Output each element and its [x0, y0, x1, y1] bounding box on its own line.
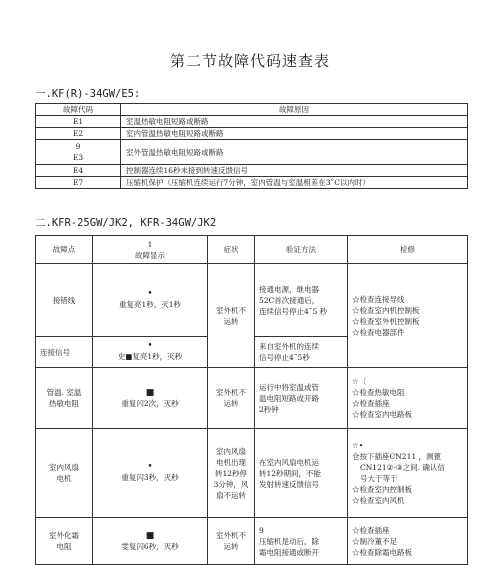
symptom-line: 3分钟，风: [213, 479, 249, 489]
method-line: 9: [259, 525, 264, 535]
method-line: 发射转速反馈信号: [259, 479, 319, 489]
fault-point: 连接信号: [36, 337, 93, 368]
fault-display: [93, 264, 208, 337]
repair: [348, 429, 468, 518]
symptom-line: 电机出现: [216, 457, 246, 467]
table-row: [36, 368, 468, 429]
fault-code-table: [35, 103, 468, 189]
repair-line: ☆检查连接导线: [352, 294, 405, 304]
method-line: 霜电阻接通或断开: [259, 547, 319, 557]
symptom-line: 室外机不: [216, 305, 246, 315]
repair-line: ☆检查插座: [352, 525, 390, 535]
display-text: 史■复亮1秒，灭秒: [117, 352, 183, 361]
symptom-line: 运转: [223, 399, 239, 408]
verify-method: [255, 518, 348, 565]
point-line: 室内风扇: [49, 463, 79, 472]
point-line: 热敏电阻: [49, 399, 79, 408]
repair-line: ☆检查电器部件: [352, 327, 405, 337]
header-display-number: 1: [147, 239, 153, 249]
repair-line: CN121②-③之间. 确认信: [360, 463, 445, 472]
fault-point: [36, 368, 93, 429]
fault-reason: 控制器连续16秒未接到转速反馈信号: [121, 165, 468, 177]
verify-method: [255, 429, 348, 518]
fault-reason: 室外管温热敏电阻短路或断路: [121, 140, 468, 165]
header-display-label: 故障显示: [135, 250, 165, 260]
point-line: 电机: [56, 474, 72, 483]
fault-point: [36, 518, 93, 565]
repair: [348, 368, 468, 429]
symptom-line: 转12秒停: [214, 468, 248, 478]
method-line: 转12秒期间，不能: [259, 468, 322, 478]
method-line: 在室内风扇电机运: [259, 457, 319, 467]
point-line: 室外化霜: [49, 531, 79, 540]
method-line: 温电阻短路或开路: [259, 393, 319, 403]
fault-code: E4: [36, 165, 121, 177]
display-text: 雯复闪6秒，灭秒: [121, 541, 179, 551]
fault-reason: 室温热敏电阻短路或断路: [121, 116, 468, 128]
symptom-line: 室外机不: [216, 388, 246, 397]
header-fault-display: [93, 236, 208, 264]
table-header-row: [36, 104, 468, 116]
symptom-line: 扇不运转: [216, 490, 246, 500]
method-line: 52C首次接通后，: [259, 295, 320, 305]
table-row: [36, 165, 468, 177]
fault-code: E7: [36, 177, 121, 189]
repair-line: ☆检查室内电路板: [352, 410, 412, 419]
table-row: [36, 518, 468, 565]
method-line: 来自室外机的连续: [259, 342, 319, 351]
table-row: [36, 264, 468, 337]
table-row: [36, 140, 468, 165]
repair-line: 仓按下插座CN211 ，测蓖: [352, 452, 441, 461]
repair-line: 号大于等于: [360, 474, 398, 483]
fault-point: [36, 429, 93, 518]
page-title: 第二节故障代码速查表: [169, 52, 330, 70]
fault-display: [93, 368, 208, 429]
fault-code: E1: [36, 116, 121, 128]
point-line: 电阻: [56, 542, 72, 551]
verify-method: [255, 264, 348, 337]
fault-code: [36, 140, 121, 165]
symptom-line: 运转: [223, 542, 239, 551]
repair-line: ☆检查除霜电路板: [352, 547, 412, 557]
display-text: 重复闪2次，灭秒: [121, 398, 179, 408]
repair-line: ☆检查室内风机: [352, 496, 405, 505]
table-header-row: [36, 236, 468, 264]
symptom: [208, 264, 255, 368]
fault-code: E2: [36, 128, 121, 140]
header-verify-method: 验证方法: [255, 236, 348, 264]
fault-code-value: E3: [72, 153, 84, 162]
point-line: 管温. 室温: [46, 388, 82, 397]
fault-display: [93, 337, 208, 368]
header-fault-code: 故障代码: [36, 104, 121, 116]
header-symptom: 症状: [208, 236, 255, 264]
header-fault-point: 故障点: [36, 236, 93, 264]
symptom-line: 运转: [223, 316, 239, 326]
repair-line: ☆〔: [352, 377, 367, 386]
symptom: [208, 429, 255, 518]
method-line: 运行中将室温或管: [259, 382, 319, 392]
fault-display: [93, 518, 208, 565]
led-dot-icon: •: [147, 341, 153, 351]
repair-line: ☆检查热敏电阻: [352, 388, 405, 397]
section2-heading: 二.KFR-25GW/JK2, KFR-34GW/JK2: [35, 217, 217, 229]
repair-line: ☆检查室外机控制板: [352, 316, 420, 326]
repair-line: ☆检查插座: [352, 399, 390, 408]
repair-line: ☆•: [352, 441, 364, 450]
symptom-line: 室内风扇: [216, 446, 246, 456]
method-line: 接通电源，继电器: [259, 284, 319, 294]
table-row: [36, 116, 468, 128]
table-row: [36, 429, 468, 518]
fault-code-mark: 9: [75, 142, 81, 151]
table-row: [36, 177, 468, 189]
method-line: 信号停止4˜5秒: [259, 353, 310, 362]
symptom-line: 室外机不: [216, 531, 246, 540]
repair-line: ☆检查室内控制板: [352, 485, 412, 494]
symptom: [208, 518, 255, 565]
method-line: 压缩机是动后，除: [259, 536, 319, 546]
repair-line: ☆制冷董不足: [352, 536, 397, 546]
fault-reason: 室内管温热敏电阻短路或断路: [121, 128, 468, 140]
led-square-icon: ■: [145, 387, 155, 398]
fault-display: [93, 429, 208, 518]
led-square-icon: ■: [145, 530, 155, 541]
fault-reason: 压缩机保护（压缩机连续运行7分钟，室内管温与室温相差在3˚C以内时）: [121, 177, 468, 189]
header-repair: 检修: [348, 236, 468, 264]
table-row: [36, 128, 468, 140]
verify-method: [255, 368, 348, 429]
header-fault-reason: 故障原因: [121, 104, 468, 116]
method-line: 2秒钟: [259, 404, 279, 414]
verify-method: [255, 337, 348, 368]
troubleshooting-table: [35, 235, 468, 565]
method-line: 连续信号停止4˜5 秒: [259, 306, 328, 316]
repair: [348, 518, 468, 565]
led-dot-icon: •: [147, 462, 153, 472]
symptom: [208, 368, 255, 429]
display-text: 重复闪3秒，灭秒: [121, 473, 179, 482]
section1-heading: 一.KF(R)-34GW/E5:: [35, 88, 141, 100]
led-dot-icon: •: [147, 289, 153, 299]
display-text: 重复亮1秒，灭1秒: [118, 300, 182, 309]
repair: [348, 264, 468, 368]
repair-line: ☆检查室内机控制板: [352, 305, 420, 315]
fault-point: 接错线: [36, 264, 93, 337]
